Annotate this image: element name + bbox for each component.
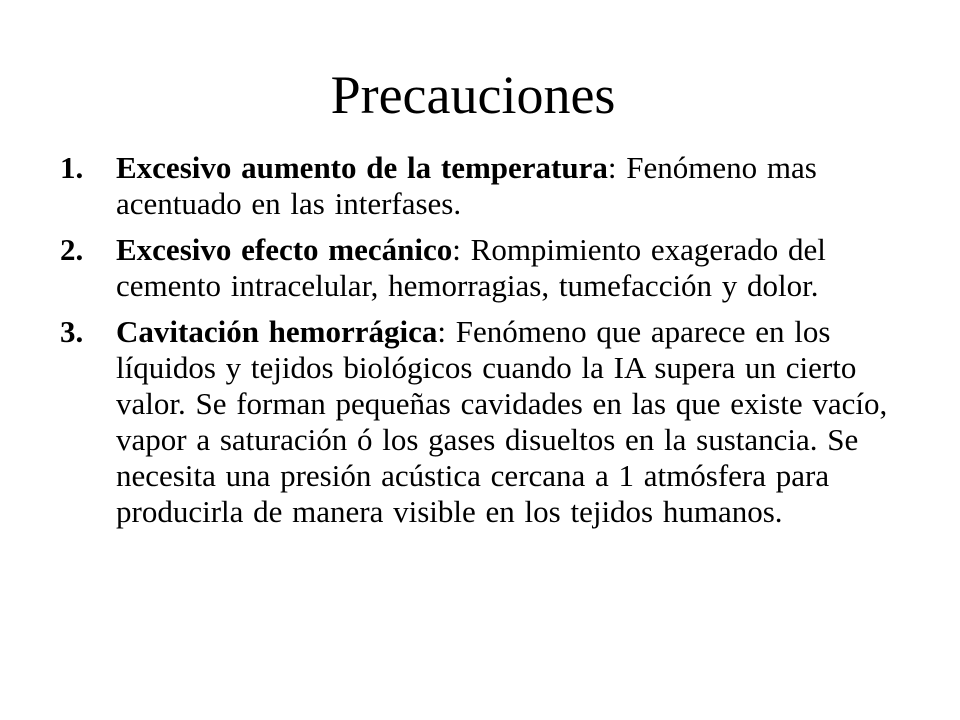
- item-term: Excesivo aumento de la temperatura: [116, 150, 608, 185]
- item-text: Rompimiento exagerado del cemento intracelular, hemorragias, tumefacción y dolor.: [116, 232, 826, 303]
- item-separator: :: [452, 232, 461, 267]
- item-text: Fenómeno que aparece en los líquidos y tejidos biológicos cuando la IA supera un cierto valor. Se forman pequeñas cavidades en las que existe vacío, vapor a saturación ó los gases disueltos en la sustancia. Se necesita una presión acústica cercana a 1 atmósfera para producirla de manera visible en los tejidos humanos.: [116, 314, 888, 529]
- item-term: Cavitación hemorrágica: [116, 314, 438, 349]
- item-term: Excesivo efecto mecánico: [116, 232, 453, 267]
- item-separator: :: [437, 314, 447, 349]
- list-item: [60, 314, 920, 530]
- precautions-list: [60, 150, 920, 540]
- list-item: [60, 150, 920, 222]
- slide-title: Precauciones: [330, 65, 616, 125]
- item-number: 3.: [60, 314, 84, 349]
- list-item: [60, 232, 920, 304]
- item-number: 1.: [60, 150, 84, 185]
- item-number: 2.: [60, 232, 84, 267]
- item-separator: :: [607, 150, 617, 185]
- item-text: Fenómeno mas acentuado en las interfases.: [116, 150, 817, 221]
